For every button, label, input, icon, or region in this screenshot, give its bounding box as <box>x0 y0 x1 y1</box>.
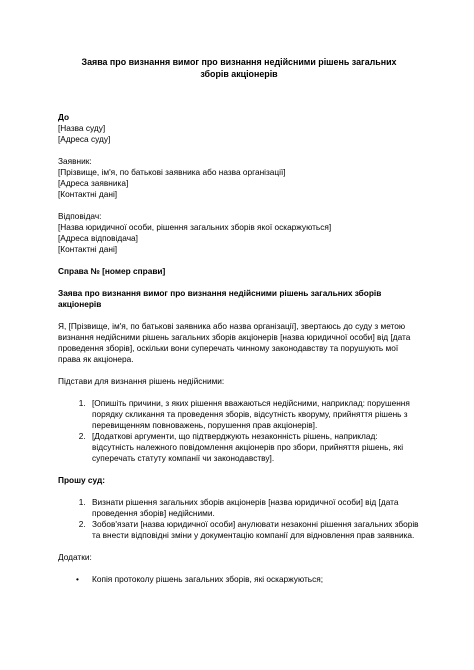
case-number: Справа № [номер справи] <box>58 266 166 276</box>
list-item: 2. Зобов'язати [назва юридичної особи] анулювати незаконні рішення загальних зборів та внести відповідні зміни у документацію компанії для відновлення прав заявника. <box>88 519 420 541</box>
attachments-heading: Додатки: <box>58 552 92 562</box>
applicant-name: [Прізвище, ім'я, по батькові заявника або назва організації] <box>58 167 286 177</box>
respondent-heading: Відповідач: <box>58 211 102 221</box>
requests-list <box>58 497 420 541</box>
grounds-list <box>58 398 420 464</box>
document-page <box>58 56 420 585</box>
list-item: 1. [Опишіть причини, з яких рішення вважаються недійсними, наприклад: порушення порядку скликання та проведення зборів, відсутність кворуму, прийняття рішень з перевищенням повноважень, порушення прав акціонерів]. <box>88 398 420 431</box>
attachments-list <box>58 574 420 585</box>
court-name: [Назва суду] <box>58 123 106 133</box>
court-address: [Адреса суду] <box>58 134 111 144</box>
list-item: • Копія протоколу рішень загальних зборів, які оскаржуються; <box>88 574 420 585</box>
applicant-address: [Адреса заявника] <box>58 178 129 188</box>
respondent-name: [Назва юридичної особи, рішення загальних зборів якої оскаржуються] <box>58 222 332 232</box>
respondent-contacts: [Контактні дані] <box>58 244 118 254</box>
court-heading: До <box>58 112 70 122</box>
applicant-contacts: [Контактні дані] <box>58 189 118 199</box>
court-block <box>58 112 420 145</box>
request-heading: Прошу суд: <box>58 475 105 485</box>
document-title: Заява про визнання вимог про визнання недійсними рішень загальних зборів акціонерів <box>81 57 397 79</box>
intro-paragraph: Я, [Прізвище, ім'я, по батькові заявника або назва організації], звертаюсь до суду з метою визнання недійсними рішень загальних зборів акціонерів [назва юридичної особи] від [дата проведення зборів], оскільки вони суперечать чинному законодавству та порушують мої права як акціонера. <box>58 321 411 364</box>
grounds-heading: Підстави для визнання рішень недійсними: <box>58 376 225 386</box>
applicant-block <box>58 156 420 200</box>
respondent-address: [Адреса відповідача] <box>58 233 138 243</box>
list-item: 1. Визнати рішення загальних зборів акціонерів [назва юридичної особи] від [дата проведення зборів] недійсними. <box>88 497 420 519</box>
applicant-heading: Заявник: <box>58 156 92 166</box>
subject-heading: Заява про визнання вимог про визнання недійсними рішень загальних зборів акціонерів <box>58 288 382 309</box>
respondent-block <box>58 211 420 255</box>
list-item: 2. [Додаткові аргументи, що підтверджують незаконність рішень, наприклад: відсутність належного повідомлення акціонерів про збори, прийняття рішень, які суперечать статуту компанії чи законодавству]. <box>88 431 420 464</box>
